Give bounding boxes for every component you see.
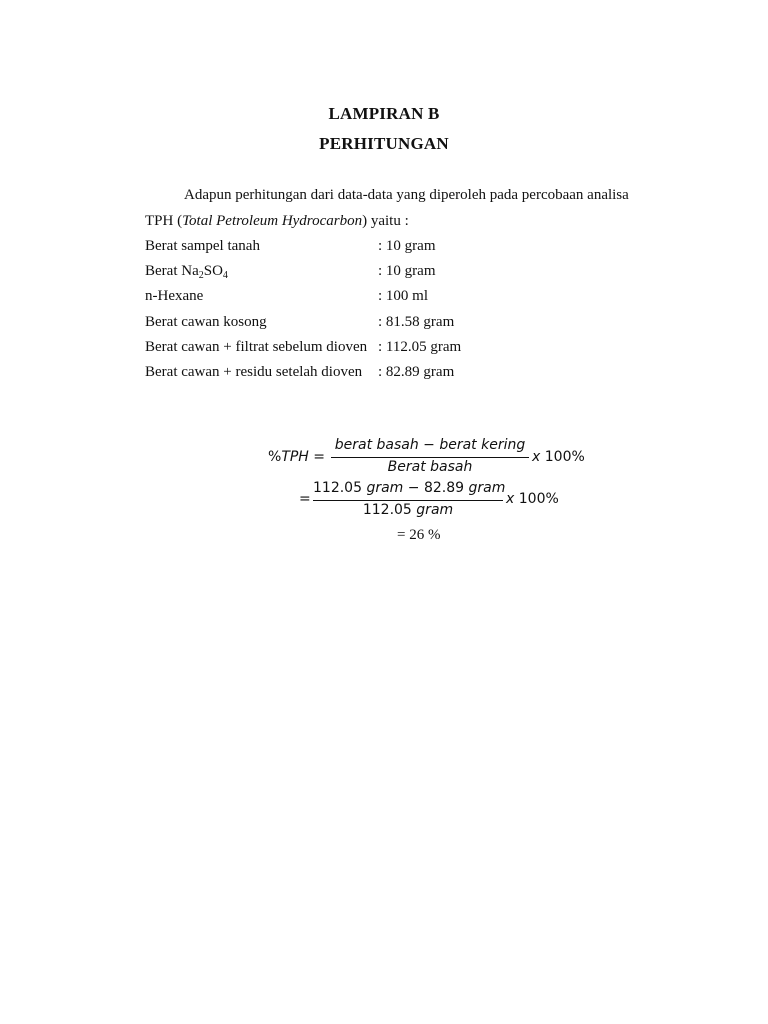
subscript: 2: [198, 270, 204, 281]
percent-symbol: %: [268, 449, 282, 465]
data-row-value: : 112.05 gram: [378, 339, 462, 355]
data-row-label: Berat cawan + residu setelah dioven: [145, 364, 363, 380]
unit: gram: [416, 502, 454, 518]
equation-1-multiplier: [532, 449, 585, 465]
multiplier-value: 100%: [544, 449, 585, 465]
intro-text-italic: Total Petroleum Hydrocarbon: [182, 213, 363, 229]
fraction-numerator: [313, 480, 506, 496]
fraction-bar: [313, 500, 503, 501]
data-row-value: : 10 gram: [378, 238, 436, 254]
page-title: LAMPIRAN B: [328, 104, 440, 123]
minus-sign: −: [407, 480, 420, 496]
data-row-label: [145, 262, 228, 285]
multiply-x: x: [532, 449, 541, 465]
data-row-label: Berat cawan kosong: [145, 314, 267, 330]
equation-2-fraction: [313, 480, 506, 520]
unit: gram: [366, 480, 404, 496]
page-subtitle: PERHITUNGAN: [319, 134, 449, 153]
multiplier-value: 100%: [518, 491, 559, 507]
data-row-label: Berat cawan + filtrat sebelum dioven: [145, 339, 368, 355]
data-row-value: : 81.58 gram: [378, 314, 455, 330]
multiply-x: x: [506, 491, 515, 507]
number: 112.05: [313, 480, 362, 496]
unit: gram: [468, 480, 506, 496]
equation-2-equals: =: [299, 491, 311, 507]
data-row-value: : 10 gram: [378, 263, 436, 279]
intro-text-post: ) yaitu :: [362, 213, 409, 229]
label-text: SO: [203, 263, 223, 279]
number: 82.89: [423, 480, 465, 496]
data-row-value: : 82.89 gram: [378, 364, 455, 380]
equation-result: = 26 %: [397, 527, 441, 543]
number: 112.05: [362, 502, 412, 518]
fraction-denominator: Berat basah: [387, 459, 473, 475]
variable-tph: TPH: [281, 449, 309, 465]
data-row-label: n-Hexane: [145, 288, 204, 304]
data-row-label: Berat sampel tanah: [145, 238, 260, 254]
equals-sign: =: [313, 449, 326, 465]
intro-paragraph-line-2: [145, 212, 409, 230]
equation-1-lhs: [268, 449, 325, 465]
fraction-bar: [331, 457, 529, 458]
fraction-numerator: berat basah − berat kering: [334, 437, 526, 453]
subscript: 4: [222, 270, 228, 281]
intro-paragraph-line-1: Adapun perhitungan dari data-data yang diperoleh pada percobaan analisa: [184, 187, 629, 203]
label-text: Berat Na: [145, 263, 199, 279]
intro-text-pre: TPH (: [145, 213, 183, 229]
equation-1-fraction: [331, 437, 529, 477]
data-row-value: : 100 ml: [378, 288, 429, 304]
equation-2-multiplier: [506, 491, 559, 507]
fraction-denominator: [313, 502, 503, 518]
